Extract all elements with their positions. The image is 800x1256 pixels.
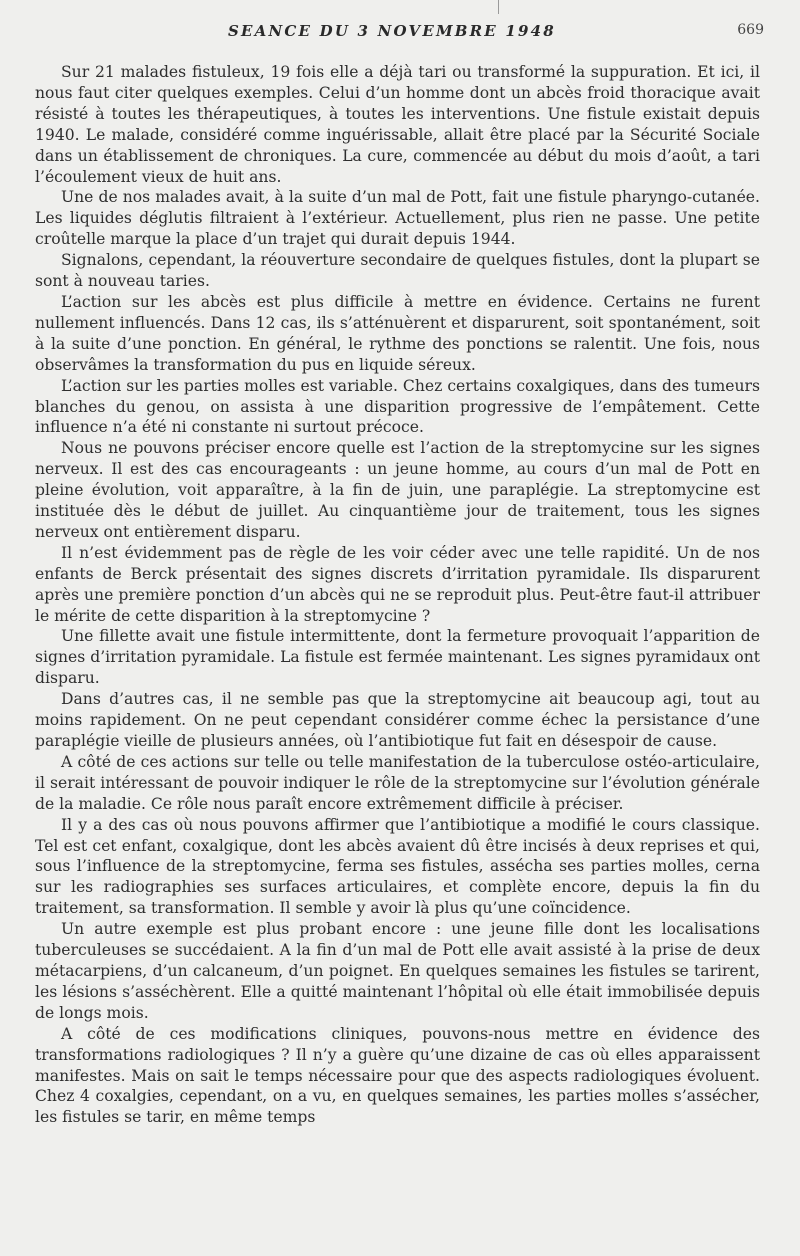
body-text	[35, 62, 760, 1128]
scan-artifact-mark	[498, 0, 499, 14]
paragraph-jeune-fille: Un autre exemple est plus probant encore : une jeune fille dont les localisations tuberculeuses se succédaient. A la fin d’un mal de Pott elle avait assisté à la prise de deux métacarpiens, d’un calcaneum, d’un poignet. En quelques semaines les fistules se tarirent, les lésions s’asséchèrent. Elle a quitté maintenant l’hôpital où elle était immobilisée depuis de longs mois.	[35, 920, 760, 1022]
paragraph-radiologiques: A côté de ces modifications cliniques, pouvons-nous mettre en évidence des transformations radiologiques ? Il n’y a guère qu’une dizaine de cas où elles apparaissent manifestes. Mais on sait le temps nécessaire pour que des aspects radiologiques évoluent. Chez 4 coxalgies, cependant, on a vu, en quelques semaines, les parties molles s’assécher, les fistules se tarir, en même temps	[35, 1024, 760, 1127]
paragraph-coxalgique: Il y a des cas où nous pouvons affirmer que l’antibiotique a modifié le cours classique. Tel est cet enfant, coxalgique, dont les abcès avaient dû être incisés à deux reprises et qui, sous l’influence de la streptomycine, ferma ses fistules, assécha ses parties molles, cerna sur les radiographies ses surfaces articulaires, et complète encore, depuis la fin du traitement, sa transformation. Il semble y avoir là plus qu’une coïncidence.	[35, 815, 760, 918]
paragraph-autres-cas: Dans d’autres cas, il ne semble pas que la streptomycine ait beaucoup agi, tout au moins rapidement. On ne peut cependant considérer comme échec la persistance d’une paraplégie vieille de plusieurs années, où l’antibiotique fut fait en désespoir de cause.	[35, 690, 760, 750]
paragraph-signes-nerveux: Nous ne pouvons préciser encore quelle est l’action de la streptomycine sur les signes nerveux. Il est des cas encourageants : un jeune homme, au cours d’un mal de Pott en pleine évolution, voit apparaître, à la fin de juin, une paraplégie. La streptomycine est instituée dès le début de juillet. Au cinquantième jour de traitement, tous les signes nerveux ont entièrement disparu.	[35, 439, 760, 541]
paragraph-fistules: Sur 21 malades fistuleux, 19 fois elle a déjà tari ou transformé la suppuration. Et ici, il nous faut citer quelques exemples. Celui d’un homme dont un abcès froid thoracique avait résisté à toutes les thérapeutiques, à toutes les interventions. Une fistule existait depuis 1940. Le malade, considéré comme inguérissable, allait être placé par la Sécurité Sociale dans un établissement de chroniques. La cure, commencée au début du mois d’août, a tari l’écoulement vieux de huit ans.	[35, 63, 760, 186]
paragraph-fillette: Une fillette avait une fistule intermittente, dont la fermeture provoquait l’apparition de signes d’irritation pyramidale. La fistule est fermée maintenant. Les signes pyramidaux ont disparu.	[35, 627, 760, 688]
paragraph-parties-molles: L’action sur les parties molles est variable. Chez certains coxalgiques, dans des tumeurs blanches du genou, on assista à une disparition progressive de l’empâtement. Cette influence n’a été ni constante ni surtout précoce.	[35, 376, 760, 437]
paragraph-fistule-pharyngo-cutanee: Une de nos malades avait, à la suite d’un mal de Pott, fait une fistule pharyngo-cutanée. Les liquides déglutis filtraient à l’extérieur. Actuellement, plus rien ne passe. Une petite croûtelle marque la place d’un trajet qui durait depuis 1944.	[35, 188, 760, 249]
paragraph-reouverture: Signalons, cependant, la réouverture secondaire de quelques fistules, dont la plupart se sont à nouveau taries.	[35, 251, 760, 291]
paragraph-abces: L’action sur les abcès est plus difficile à mettre en évidence. Certains ne furent nullement influencés. Dans 12 cas, ils s’atténuèrent et disparurent, soit spontanément, soit à la suite d’une ponction. En général, le rythme des ponctions se ralentit. Une fois, nous observâmes la transformation du pus en liquide séreux.	[35, 292, 760, 374]
page-number: 669	[737, 22, 764, 38]
page-header	[228, 22, 770, 44]
paragraph-rapidite: Il n’est évidemment pas de règle de les voir céder avec une telle rapidité. Un de nos enfants de Berck présentait des signes discrets d’irritation pyramidale. Ils disparurent après une première ponction d’un abcès qui ne se reproduit plus. Peut-être faut-il attribuer le mérite de cette disparition à la streptomycine ?	[35, 543, 760, 625]
paragraph-evolution-generale: A côté de ces actions sur telle ou telle manifestation de la tuberculose ostéo-articulaire, il serait intéressant de pouvoir indiquer le rôle de la streptomycine sur l’évolution générale de la maladie. Ce rôle nous paraît encore extrêmement difficile à préciser.	[35, 752, 760, 813]
running-title: SEANCE DU 3 NOVEMBRE 1948	[228, 22, 556, 40]
